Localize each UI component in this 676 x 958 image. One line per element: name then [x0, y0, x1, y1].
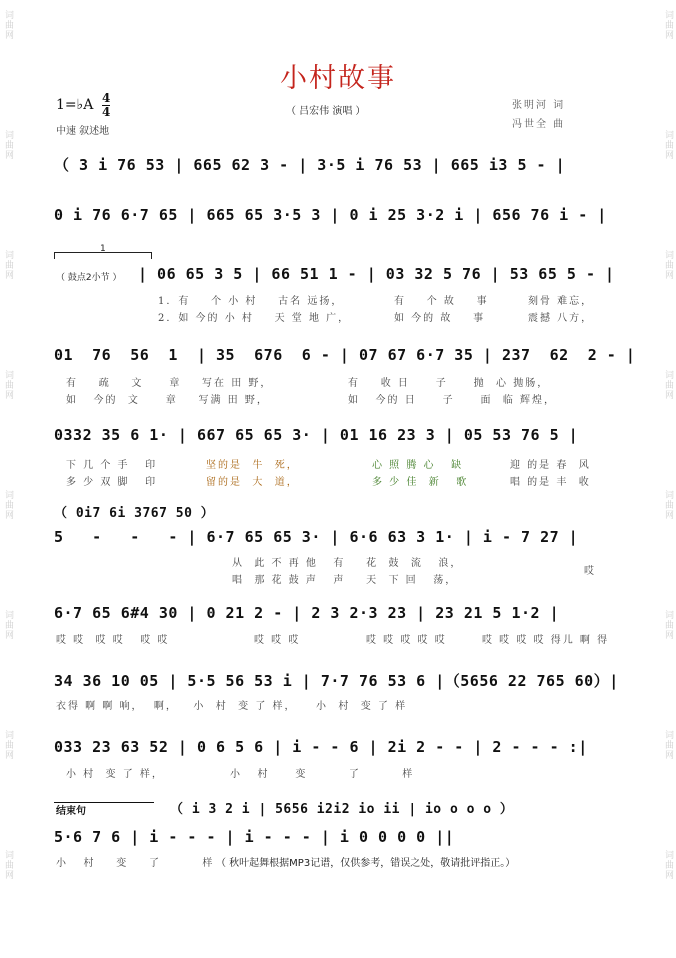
key-signature: 1=♭A [56, 97, 94, 113]
interlude-line: （ 0i7 6i 3767 50 ） [54, 506, 215, 521]
ending-label: 结束句 [56, 806, 86, 817]
lyric-verse-1: 有 疏 文 章 写在 田 野， [66, 378, 273, 389]
notation-line: 01 76 56 1 | 35 676 6 - | 07 67 6·7 35 | 237 62 2 - | [54, 346, 636, 364]
lyric-verse-2: 2．如 今的 小 村 天 堂 地 广， [158, 313, 351, 324]
notation-line: | 06 65 3 5 | 66 51 1 - | 03 32 5 76 | 53 65 5 - | [138, 265, 615, 283]
lyric-line: 衣得 啊 啊 响， 啊， 小 村 变 了 样， [56, 701, 297, 712]
watermark-text: 词曲网 [3, 850, 13, 880]
lyric-line: 哎 哎 哎 哎 哎 [366, 635, 447, 646]
singer-credit: （ 吕宏伟 演唱 ） [286, 106, 366, 117]
watermark-text: 词曲网 [3, 370, 13, 400]
lyric-line: 哎 哎 哎 [254, 635, 301, 646]
drum-note: （ 鼓点2小节 ） [56, 273, 122, 283]
notation-line: 0 i 76 6·7 65 | 665 65 3·5 3 | 0 i 25 3·2 i | 656 76 i - | [54, 206, 607, 224]
footnote: （ 秋叶起舞根据MP3记谱，仅供参考，错误之处，敬请批评指正。） [216, 858, 516, 869]
lyricist-credit: 张明河 词 [512, 100, 566, 111]
watermark-left [0, 0, 16, 958]
watermark-right [660, 0, 676, 958]
lyric-verse-2: 震撼 八方， [528, 313, 594, 324]
notation-line: 5 - - - | 6·7 65 65 3· | 6·6 63 3 1· | i - 7 27 | [54, 528, 579, 546]
composer-credit: 冯世全 曲 [512, 119, 566, 130]
watermark-text: 词曲网 [663, 370, 673, 400]
volta-number: 1 [100, 244, 106, 254]
lyric-extra: 哎 [584, 566, 596, 577]
lyric-verse-2: 如 今的 故 事 [394, 313, 486, 324]
lyric-line: 哎 哎 哎 哎 得儿 啊 得 [482, 635, 610, 646]
notation-line: 6·7 65 6#4 30 | 0 21 2 - | 2 3 2·3 23 | 23 21 5 1·2 | [54, 604, 560, 622]
watermark-text: 词曲网 [663, 490, 673, 520]
lyric-verse-2: 唱 的是 丰 收 [510, 477, 591, 488]
watermark-text: 词曲网 [663, 850, 673, 880]
watermark-text: 词曲网 [663, 130, 673, 160]
lyric-verse-1: 从 此 不 再 他 有 花 鼓 流 浪， [232, 558, 463, 569]
notation-line: 0332 35 6 1· | 667 65 65 3· | 01 16 23 3 | 05 53 76 5 | [54, 426, 579, 444]
watermark-text: 词曲网 [3, 10, 13, 40]
lyric-verse-1: 心 照 腾 心 缺 [372, 460, 464, 471]
lyric-verse-2: 如 今的 日 子 面 临 辉煌， [348, 395, 557, 406]
watermark-text: 词曲网 [663, 730, 673, 760]
notation-line: 5·6 7 6 | i - - - | i - - - | i 0 0 0 0 || [54, 828, 455, 846]
watermark-text: 词曲网 [663, 10, 673, 40]
lyric-verse-1: 坚的是 牛 死， [206, 460, 299, 471]
lyric-line: 小 村 变 了 样， [66, 769, 164, 780]
lyric-verse-2: 唱 那 花 鼓 声 声 天 下 回 荡， [232, 575, 458, 586]
lyric-verse-2: 如 今的 文 章 写满 田 野， [66, 395, 269, 406]
watermark-text: 词曲网 [3, 490, 13, 520]
watermark-text: 词曲网 [3, 130, 13, 160]
time-top: 4 [102, 91, 111, 105]
tempo-marking: 中速 叙述地 [56, 126, 110, 137]
lyric-verse-1: 有 收 日 子 抛 心 抛肠， [348, 378, 550, 389]
watermark-text: 词曲网 [3, 250, 13, 280]
lyric-line: 小 村 变 了 样 [56, 858, 215, 869]
watermark-text: 词曲网 [663, 610, 673, 640]
notation-line: 033 23 63 52 | 0 6 5 6 | i - - 6 | 2i 2 - - | 2 - - - :| [54, 738, 588, 756]
coda-accompaniment-line: （ i 3 2 i | 5656 i2i2 io ii | io o o o ） [170, 802, 514, 817]
lyric-verse-1: 有 个 故 事 [394, 296, 489, 307]
notation-line: （ 3 i 76 53 | 665 62 3 - | 3·5 i 76 53 | 665 i3 5 - | [54, 156, 566, 174]
time-signature [102, 92, 110, 119]
time-bottom: 4 [102, 105, 111, 119]
lyric-verse-2: 多 少 佳 新 歌 [372, 477, 469, 488]
lyric-verse-1: 下 几 个 手 印 [66, 460, 158, 471]
lyric-line: 小 村 变 了 样 [316, 701, 408, 712]
song-title: 小村故事 [280, 63, 396, 94]
watermark-text: 词曲网 [663, 250, 673, 280]
lyric-verse-2: 留的是 大 道， [206, 477, 299, 488]
lyric-line: 哎 哎 哎 哎 哎 哎 [56, 635, 170, 646]
lyric-verse-1: 刻骨 难忘， [528, 296, 594, 307]
watermark-text: 词曲网 [3, 610, 13, 640]
ending-bracket [54, 802, 154, 803]
watermark-text: 词曲网 [3, 730, 13, 760]
lyric-line: 小 村 变 了 样 [230, 769, 415, 780]
lyric-verse-2: 多 少 双 脚 印 [66, 477, 158, 488]
lyric-verse-1: 迎 的是 春 风 [510, 460, 591, 471]
notation-line: 34 36 10 05 | 5·5 56 53 i | 7·7 76 53 6 |（5656 22 765 60）| [54, 672, 619, 690]
lyric-verse-1: 1．有 个 小 村 古名 远扬， [158, 296, 344, 307]
